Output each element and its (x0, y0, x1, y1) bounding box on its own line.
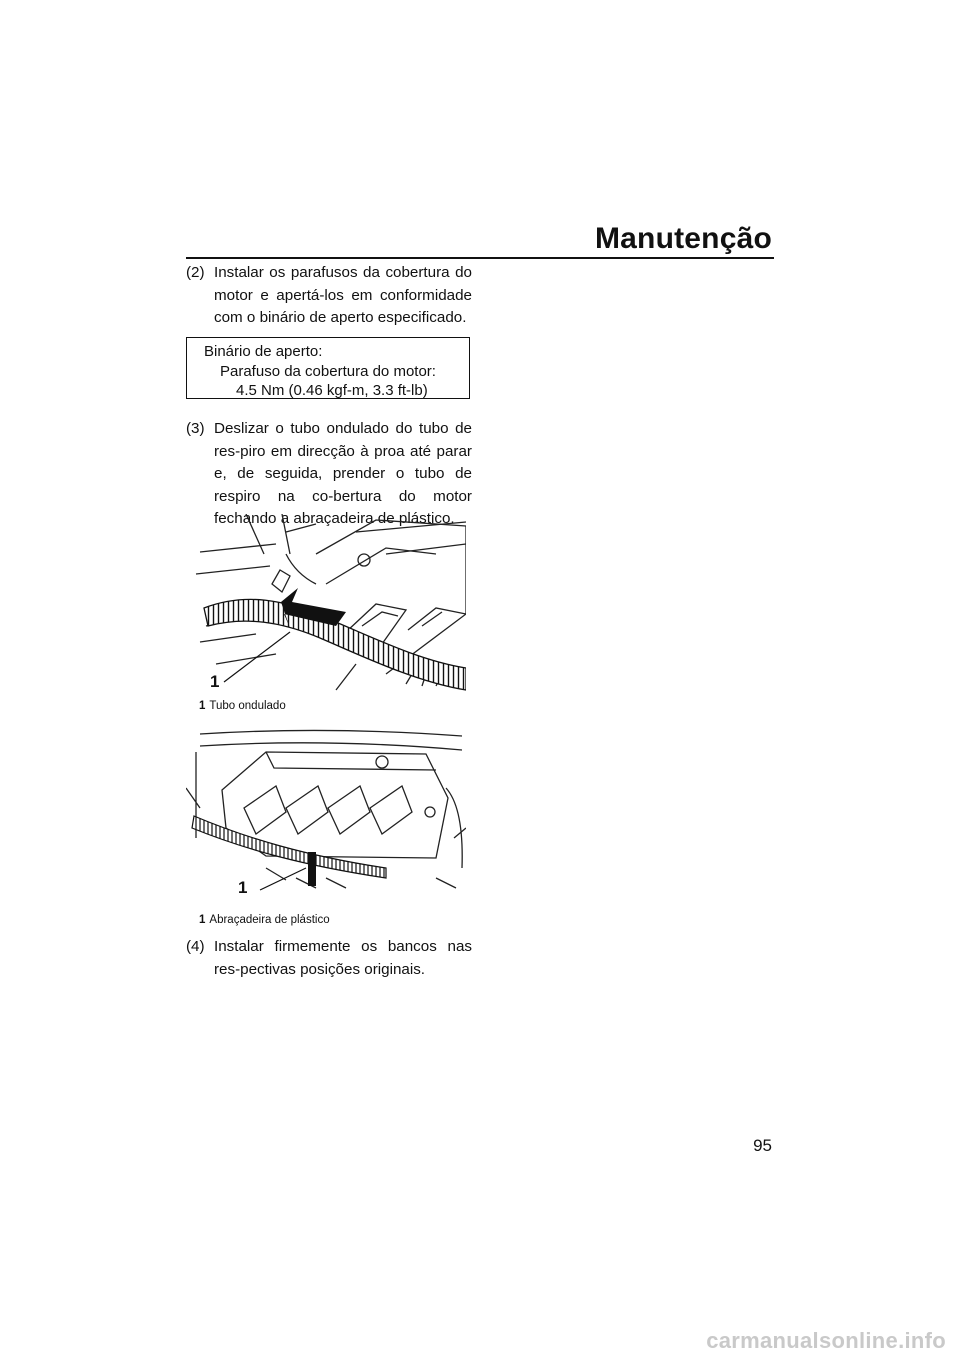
callout-number: 1 (238, 878, 248, 897)
spec-item: Parafuso da cobertura do motor: (220, 362, 436, 380)
caption-number: 1 (199, 914, 206, 926)
step-4 (186, 936, 472, 981)
step-number: (2) (186, 264, 205, 281)
step-text: Deslizar o tubo ondulado do tubo de res-piro em direcção à proa até parar e, de seguida, prender o tubo de respiro na co-bertura do motor fechando a abraçadeira de plástico. (214, 420, 472, 527)
watermark-link[interactable]: carmanualsonline.info (706, 1328, 946, 1353)
step-number: (4) (186, 938, 205, 955)
section-title: Manutenção (594, 222, 772, 255)
step-number: (3) (186, 420, 205, 437)
step-text: Instalar os parafusos da cobertura do motor e apertá-los em conformidade com o binário de aperto especificado. (214, 264, 472, 326)
torque-spec-box (186, 337, 470, 399)
figure-caption (199, 700, 286, 712)
page-number: 95 (753, 1136, 772, 1155)
step-text: Instalar firmemente os bancos nas res-pectivas posições originais. (214, 938, 472, 978)
caption-number: 1 (199, 700, 206, 712)
callout-number: 1 (210, 672, 220, 691)
spec-heading: Binário de aperto: (204, 343, 323, 360)
header-rule (186, 257, 774, 259)
caption-text: Tubo ondulado (209, 700, 286, 712)
figure-plastic-clamp (186, 728, 466, 908)
engine-illustration (186, 514, 466, 694)
caption-text: Abraçadeira de plástico (209, 914, 330, 926)
figure-corrugated-tube (186, 514, 466, 694)
figure-caption (199, 914, 330, 926)
step-2 (186, 262, 472, 330)
spec-value: 4.5 Nm (0.46 kgf-m, 3.3 ft-lb) (236, 382, 428, 399)
engine-cover-illustration (186, 728, 466, 908)
